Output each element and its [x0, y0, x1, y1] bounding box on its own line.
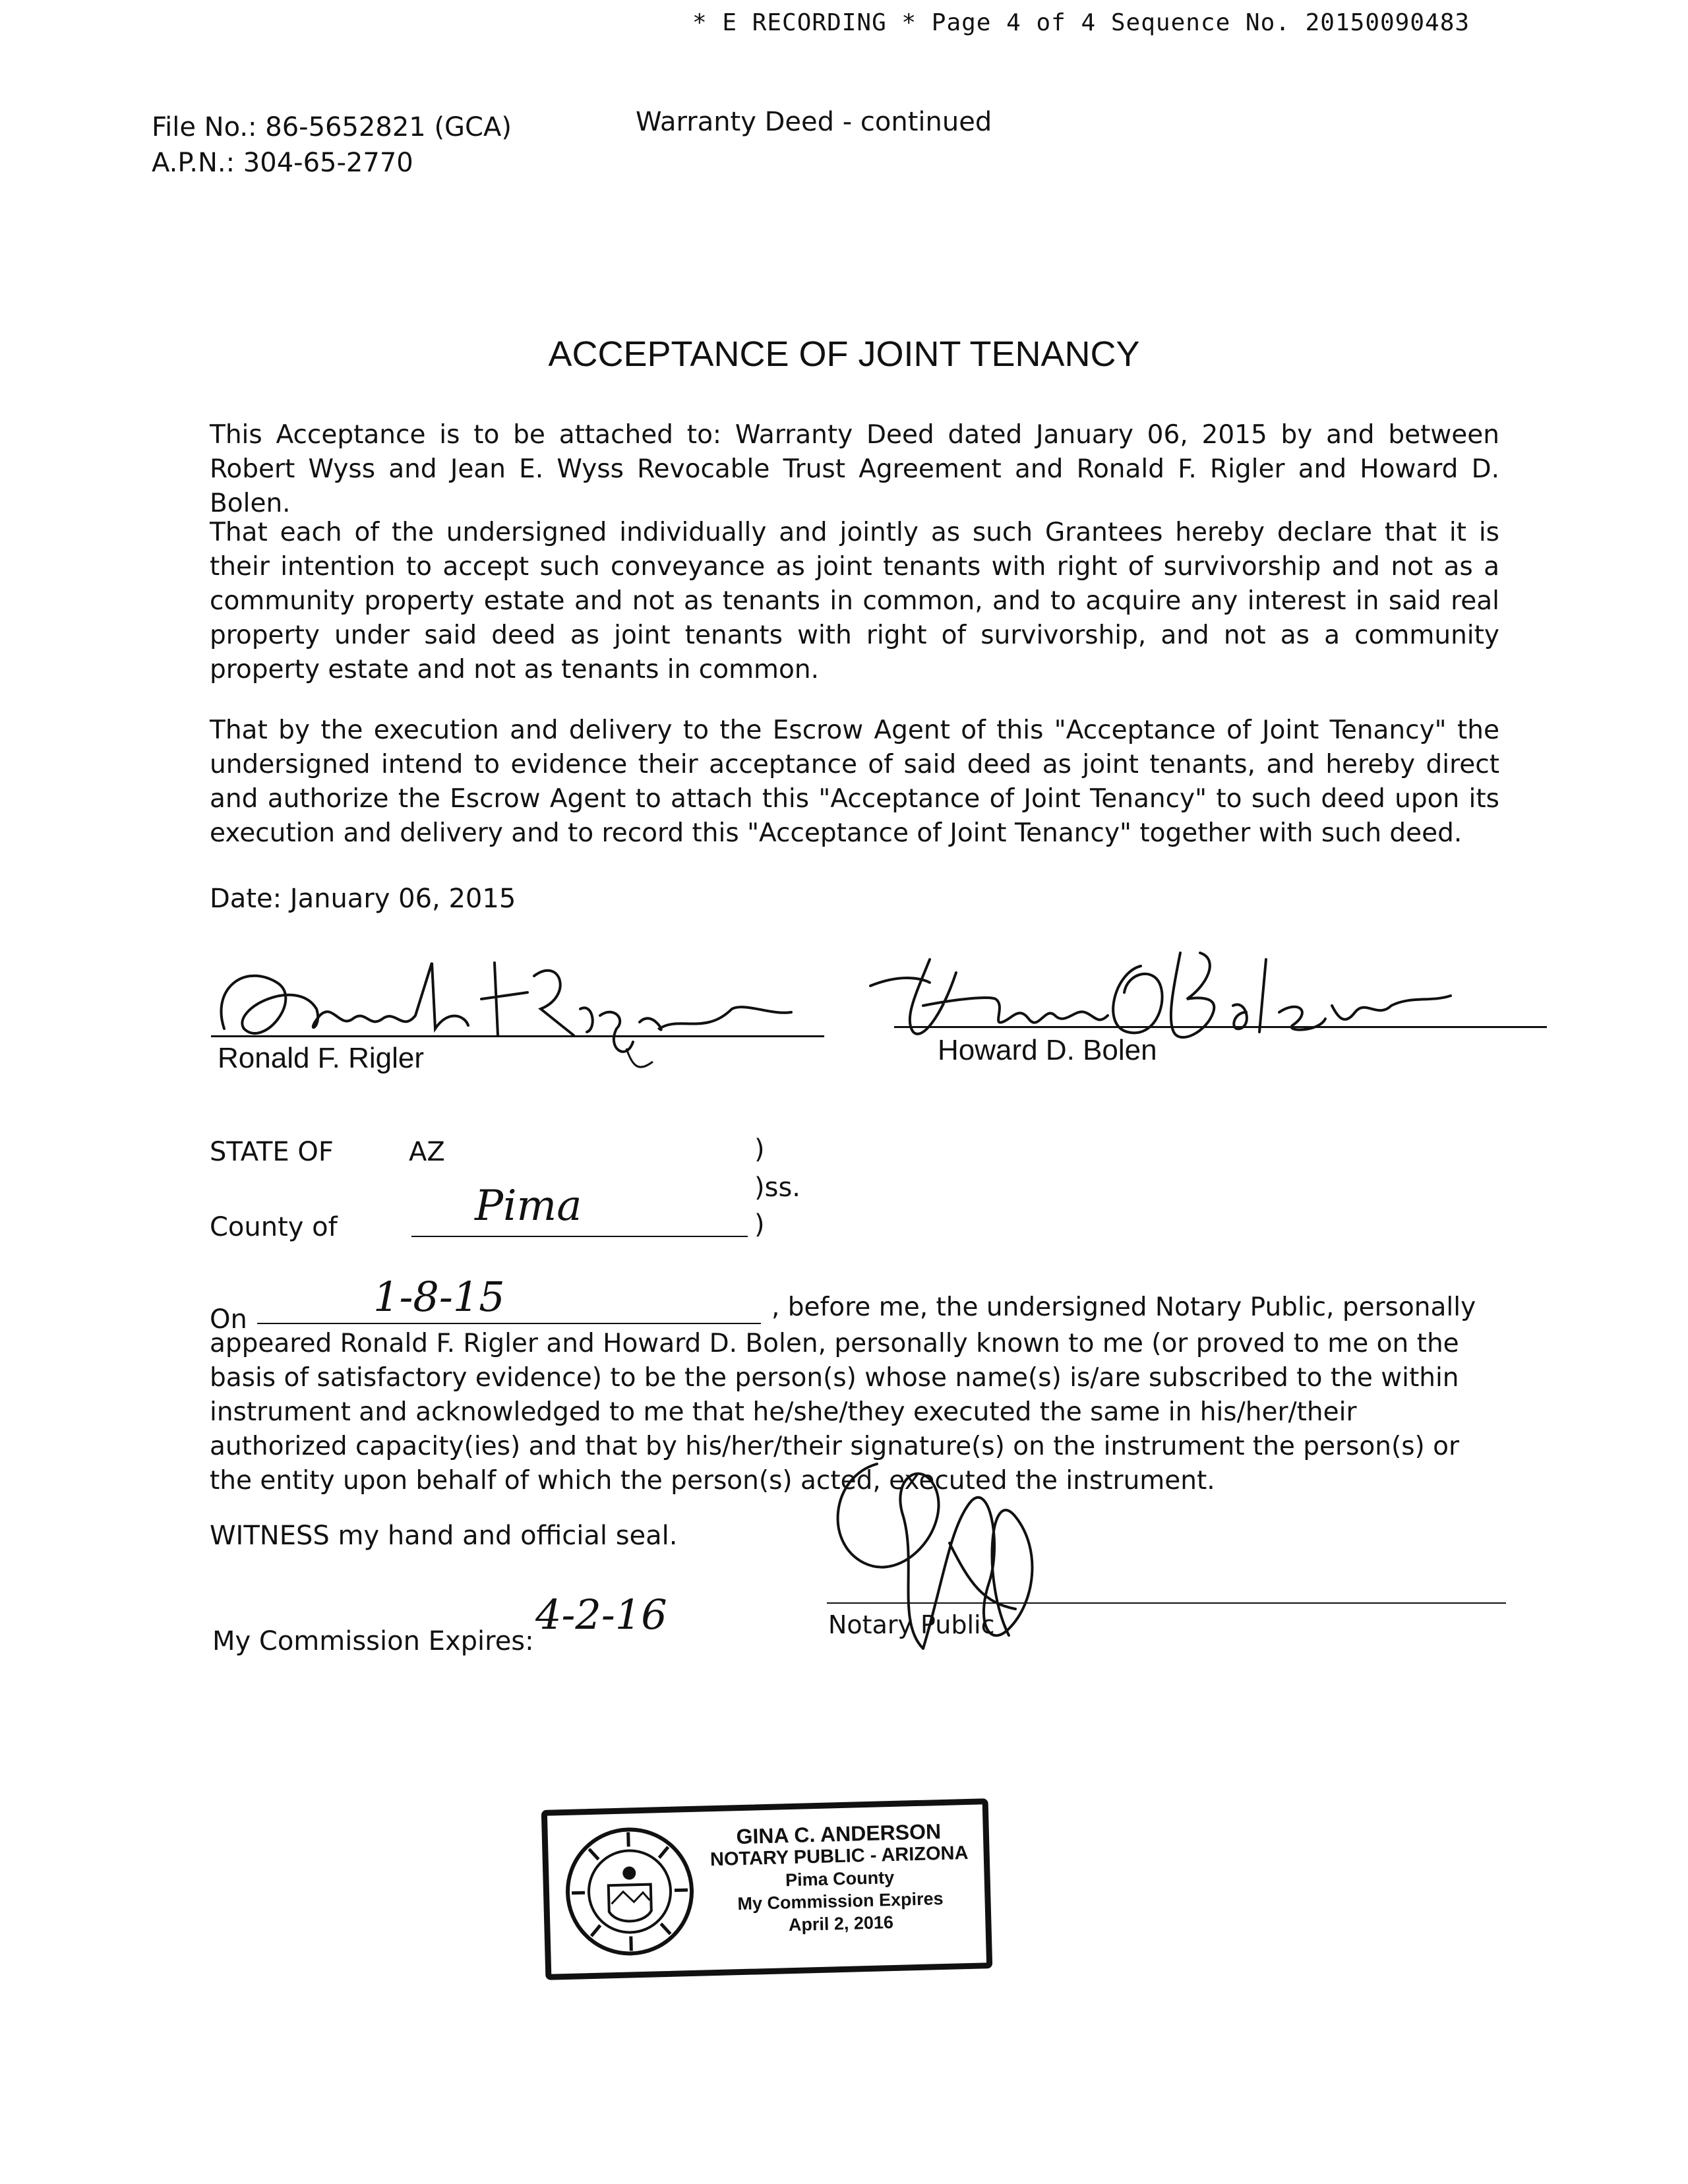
stamp-expires-date: April 2, 2016 — [788, 1912, 894, 1935]
on-label: On — [210, 1304, 247, 1335]
paragraph-declaration: That each of the undersigned individually and jointly as such Grantees hereby declare that it is their intention to accept such conveyance as joint tenants with right of survivorship and not as a community property estate and not as tenants in common, and to acquire any interest in said real property under said deed as joint tenants with right of survivorship, and not as a community property estate and not as tenants in common. — [210, 518, 1499, 684]
county-line — [411, 1236, 748, 1237]
signature-line-2 — [894, 1026, 1547, 1028]
deed-continued-label: Warranty Deed - continued — [636, 107, 992, 137]
county-handwritten: Pima — [475, 1182, 582, 1230]
file-number: File No.: 86-5652821 (GCA) — [152, 112, 512, 142]
paren-ss: )ss. — [754, 1172, 800, 1203]
page-title: ACCEPTANCE OF JOINT TENANCY — [548, 334, 1140, 374]
commission-expires-date: 4-2-16 — [535, 1591, 667, 1639]
stamp-notary-name: GINA C. ANDERSON — [736, 1819, 942, 1849]
acknowledgment-date: 1-8-15 — [373, 1273, 505, 1321]
stamp-notary-title: NOTARY PUBLIC - ARIZONA — [709, 1842, 969, 1871]
signer-name-2: Howard D. Bolen — [938, 1034, 1157, 1066]
file-info — [152, 109, 512, 181]
county-label: County of — [210, 1212, 338, 1242]
acknowledgment-first-line: , before me, the undersigned Notary Public, personally — [771, 1292, 1476, 1322]
signer-name-1: Ronald F. Rigler — [218, 1042, 425, 1074]
state-value: AZ — [409, 1137, 445, 1167]
stamp-text — [703, 1819, 976, 1939]
acknowledgment-body: appeared Ronald F. Rigler and Howard D. Bolen, personally known to me (or proved to me on the basis of satisfactory evidence) to be the person(s) whose name(s) is/are subscribed to the within instrument and acknowledged to me that he/she/they executed the same in his/her/their authorized capacity(ies) and that by his/her/their signature(s) on the instrument the person(s) or the entity upon behalf of which the person(s) acted, executed the instrument. — [210, 1329, 1460, 1496]
stamp-expires-label: My Commission Expires — [737, 1889, 944, 1914]
stamp-county: Pima County — [785, 1867, 895, 1891]
date-line-blank — [257, 1323, 761, 1324]
commission-expires-label: My Commission Expires: — [212, 1626, 534, 1656]
paragraph-attachment: This Acceptance is to be attached to: Warranty Deed dated January 06, 2015 by and between Robert Wyss and Jean E. Wyss Revocable Trust Agreement and Ronald F. Rigler and Howard D. Bolen. — [210, 420, 1499, 518]
notary-public-label: Notary Public — [828, 1610, 995, 1639]
paren-bottom: ) — [754, 1209, 765, 1240]
notary-signature-line — [827, 1602, 1506, 1604]
apn-number: A.P.N.: 304-65-2770 — [152, 148, 413, 178]
state-seal-icon — [562, 1824, 697, 1959]
witness-line: WITNESS my hand and official seal. — [210, 1521, 678, 1551]
signature-line-1 — [211, 1035, 824, 1037]
paragraph-execution: That by the execution and delivery to the Escrow Agent of this "Acceptance of Joint Tenancy" the undersigned intend to evidence their acceptance of said deed as joint tenants, and hereby direct and authorize the Escrow Agent to attach this "Acceptance of Joint Tenancy" to such deed upon its execution and delivery and to record this "Acceptance of Joint Tenancy" together with such deed. — [210, 715, 1499, 848]
recording-header: * E RECORDING * Page 4 of 4 Sequence No. 20150090483 — [692, 9, 1470, 36]
date-line: Date: January 06, 2015 — [210, 884, 516, 914]
state-label: STATE OF — [210, 1137, 334, 1167]
notary-stamp — [541, 1798, 993, 1980]
paren-top: ) — [754, 1134, 765, 1165]
